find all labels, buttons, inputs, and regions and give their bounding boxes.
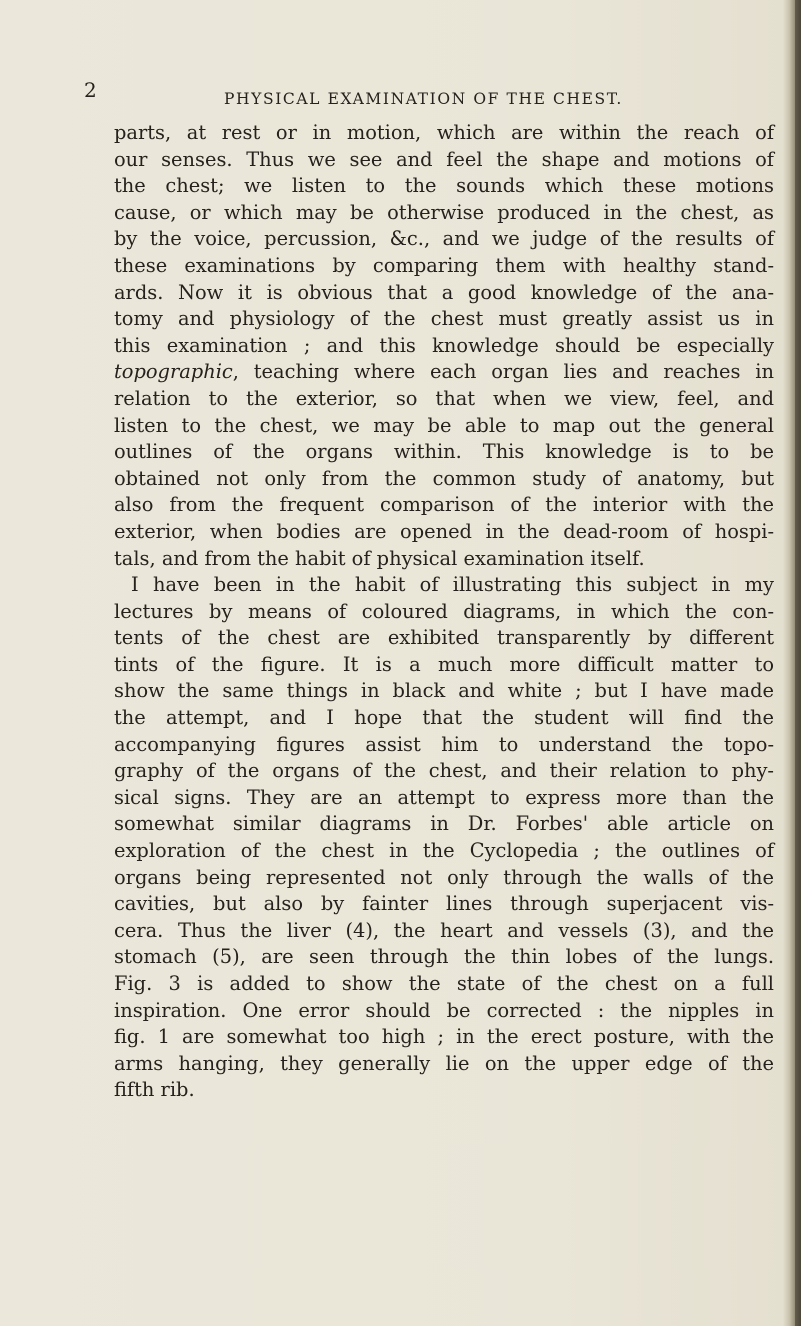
text-line: ards. Now it is obvious that a good knowledge of the ana- xyxy=(114,280,774,304)
text-line: graphy of the organs of the chest, and their relation to phy- xyxy=(114,759,774,783)
text-line: I have been in the habit of illustrating this subject in my xyxy=(131,573,774,597)
text-line: tomy and physiology of the chest must greatly assist us in xyxy=(114,307,774,331)
text-line: fifth rib. xyxy=(114,1078,195,1102)
text-line: cause, or which may be otherwise produced in the chest, as xyxy=(114,200,774,224)
text-line: by the voice, percussion, &c., and we judge of the results of xyxy=(114,227,774,251)
text-line: this examination ; and this knowledge should be especially xyxy=(114,333,774,357)
page-number: 2 xyxy=(84,78,97,102)
running-head: PHYSICAL EXAMINATION OF THE CHEST. xyxy=(224,90,623,108)
text-line: the chest; we listen to the sounds which these motions xyxy=(114,174,774,198)
text-line: lectures by means of coloured diagrams, in which the con- xyxy=(114,599,774,623)
text-line: organs being represented not only through the walls of the xyxy=(114,865,774,889)
text-line: parts, at rest or in motion, which are within the reach of xyxy=(114,121,774,144)
text-line: our senses. Thus we see and feel the shape and motions of xyxy=(114,147,774,171)
italic-term: topographic xyxy=(114,360,233,384)
text-line: sical signs. They are an attempt to express more than the xyxy=(114,785,774,809)
text-line: the attempt, and I hope that the student will find the xyxy=(114,706,774,730)
text-line: inspiration. One error should be corrected : the nipples in xyxy=(114,998,774,1022)
text-line: tals, and from the habit of physical examination itself. xyxy=(114,546,645,570)
text-line: exploration of the chest in the Cyclopedia ; the outlines of xyxy=(114,839,774,863)
body-text xyxy=(114,120,774,1104)
text-line: these examinations by comparing them with healthy stand- xyxy=(114,253,774,277)
text-line: obtained not only from the common study of anatomy, but xyxy=(114,466,774,490)
text-line: tents of the chest are exhibited transparently by different xyxy=(114,626,774,650)
text-line: also from the frequent comparison of the interior with the xyxy=(114,493,774,517)
text-line: relation to the exterior, so that when we view, feel, and xyxy=(114,386,774,410)
text-line-rest: , teaching where each organ lies and reaches in xyxy=(232,360,774,384)
text-line: exterior, when bodies are opened in the dead-room of hospi- xyxy=(114,519,774,543)
text-line: outlines of the organs within. This knowledge is to be xyxy=(114,440,774,464)
page-edge-binding xyxy=(795,0,801,1326)
text-line: somewhat similar diagrams in Dr. Forbes' able article on xyxy=(114,812,774,836)
text-line: cavities, but also by fainter lines through superjacent vis- xyxy=(114,892,774,916)
text-line: tints of the figure. It is a much more difficult matter to xyxy=(114,652,774,676)
text-line: accompanying figures assist him to understand the topo- xyxy=(114,732,774,756)
text-line: cera. Thus the liver (4), the heart and vessels (3), and the xyxy=(114,918,774,942)
text-line xyxy=(114,359,774,386)
text-line: stomach (5), are seen through the thin lobes of the lungs. xyxy=(114,945,774,969)
text-line: fig. 1 are somewhat too high ; in the erect posture, with the xyxy=(114,1025,774,1049)
text-line: Fig. 3 is added to show the state of the chest on a full xyxy=(114,972,774,995)
text-line: arms hanging, they generally lie on the upper edge of the xyxy=(114,1051,774,1075)
text-line: show the same things in black and white ; but I have made xyxy=(114,679,774,703)
text-line: listen to the chest, we may be able to map out the general xyxy=(114,413,774,437)
